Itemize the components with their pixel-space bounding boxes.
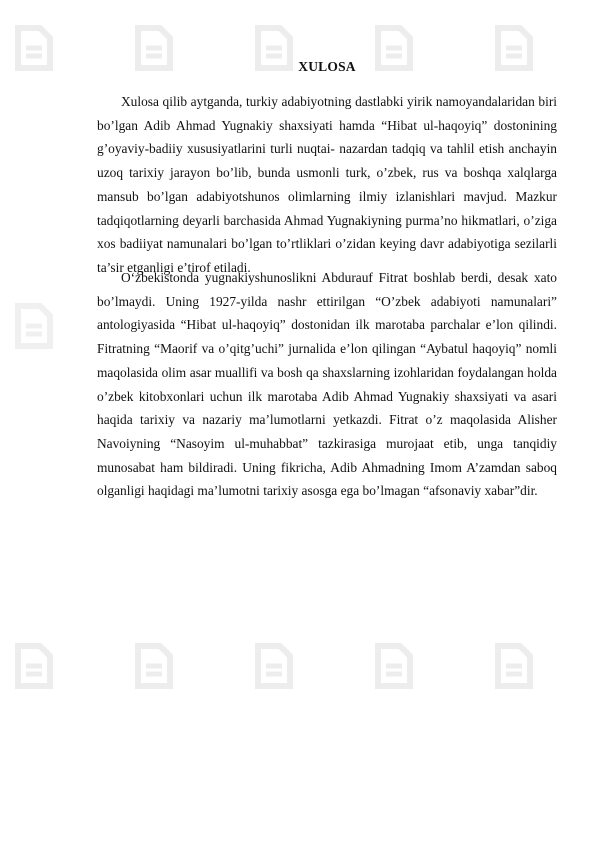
paragraph-text: Xulosa qilib aytganda, turkiy adabiyotning dastlabki yirik namoyandalaridan biri bo’lgan Adib Ahmad Yugnakiy shaxsiyati hamda “Hibat ul-haqoyiq” dostonining g’oyaviy-badiiy xususiyatlarini turli nuqtai- nazardan tadqiq va tahlil etish anchayin uzoq tarixiy jarayon bo’lib, bunda usmonli turk, o’zbek, rus va boshqa xalqlarga mansub bo’lgan adabiyotshunos olimlarning ilmiy izlanishlari mavjud. Mazkur tadqiqotlarning deyarli barchasida Ahmad Yugnakiyning purma’no hikmatlari, o’ziga xos badiiyat namunalari bo’lgan to’rtliklari o’zidan keying davr adabiyotiga sezilarli ta’sir etganligi e’tirof etiladi. <box>97 94 557 275</box>
paragraph-conclusion-1 <box>97 90 557 280</box>
watermark-icon <box>128 640 180 692</box>
page-title: XULOSA <box>298 59 356 74</box>
watermark-icon <box>368 640 420 692</box>
watermark-icon <box>488 640 540 692</box>
watermark-icon <box>8 640 60 692</box>
paragraph-text: O‘zbekistonda yugnakiyshunoslikni Abdurauf Fitrat boshlab berdi, desak xato bo’lmaydi. Uning 1927-yilda nashr ettirilgan “O’zbek adabiyoti namunalari” antologiyasida “Hibat ul-haqoyiq” dostonidan ilk marotaba parchalar e’lon qilindi. Fitratning “Maorif va o’qitg’uchi” jurnalida e’lon qilingan “Aybatul haqoyiq” nomli maqolasida olim asar muallifi va bosh qa shaxslarning izohlaridan foydalangan holda o’zbek kitobxonlari uchun ilk marotaba Adib Ahmad Yugnakiy shaxsiyati va asari haqida tarixiy va nazariy ma’lumotlarni yetkazdi. Fitrat o’z maqolasida Alisher Navoiyning “Nasoyim ul-muhabbat” tazkirasiga murojaat etib, unga tanqidiy munosabat ham bildiradi. Uning fikricha, Adib Ahmadning Imom A’zamdan saboq olganligi haqidagi ma’lumotni tarixiy asosga ega bo’lmagan “afsonaviy xabar”dir. <box>97 270 557 499</box>
paragraph-conclusion-2 <box>97 266 557 503</box>
watermark-icon <box>248 640 300 692</box>
watermark-icon <box>8 22 60 74</box>
watermark-icon <box>8 300 60 352</box>
